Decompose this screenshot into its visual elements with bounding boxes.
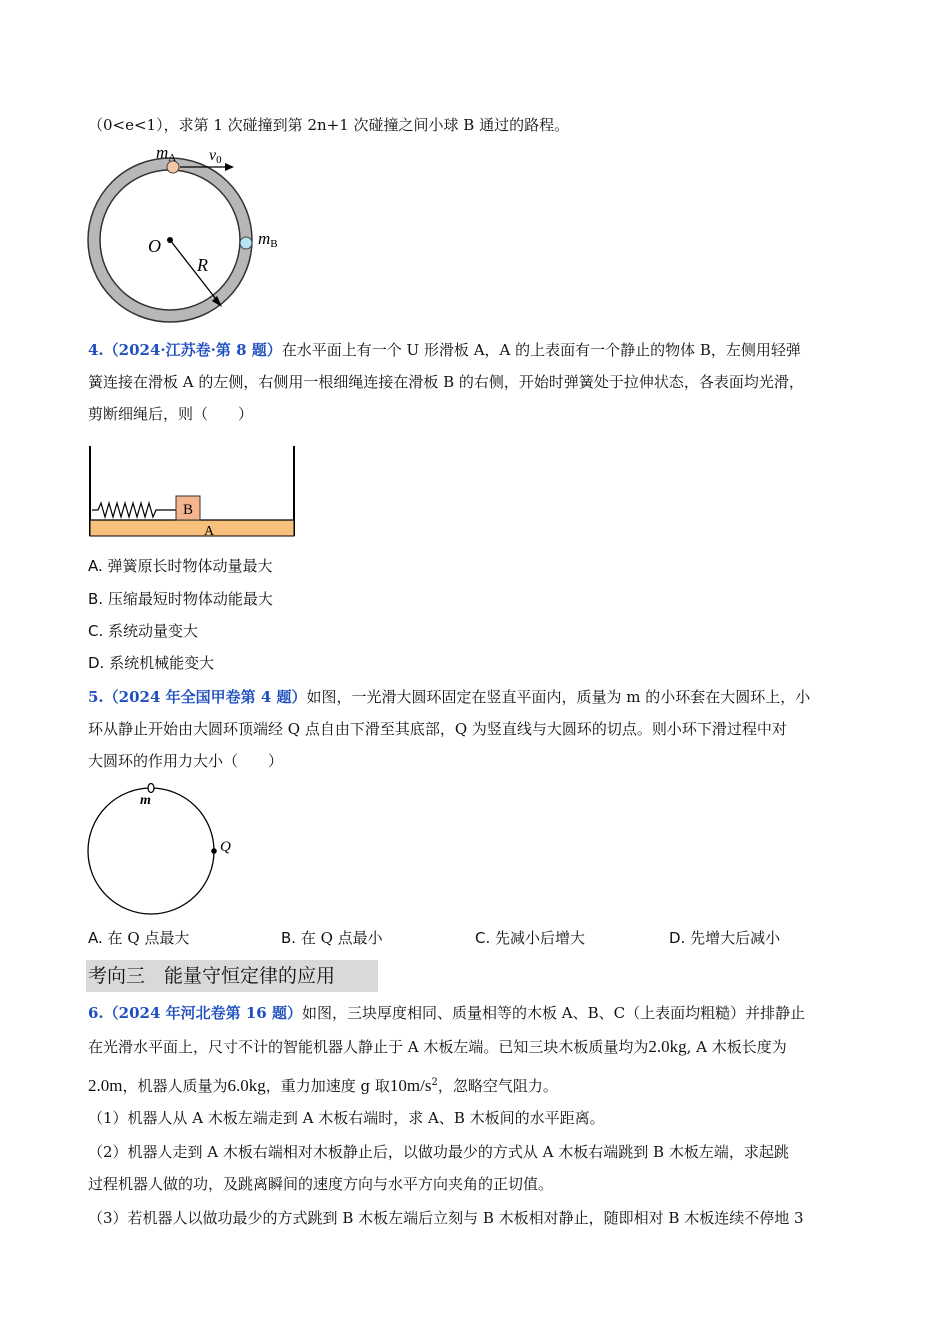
ring-track-figure	[86, 140, 296, 330]
point-Q	[211, 848, 217, 854]
q5-line1: 5.（2024 年全国甲卷第 4 题）如图，一光滑大圆环固定在竖直平面内，质量为 m 的小环套在大圆环上，小	[88, 688, 811, 706]
big-ring-figure	[86, 784, 256, 924]
label-O: O	[148, 236, 161, 256]
q6-part3-line1: （3）若机器人以做功最少的方式跳到 B 木板左端后立刻与 B 木板相对静止，随即相对 B 木板连续不停地 3	[88, 1209, 804, 1227]
big-ring	[88, 788, 214, 914]
q5-option-c[interactable]: C. 先减小后增大	[475, 929, 586, 947]
spring	[92, 503, 176, 517]
q4-line1: 4.（2024·江苏卷·第 8 题）在水平面上有一个 U 形滑板 A，A 的上表面有一个静止的物体 B，左侧用轻弹	[88, 341, 801, 359]
block-B-label: B	[182, 502, 194, 518]
ball-B	[240, 237, 252, 249]
label-mB: mB	[258, 229, 278, 250]
q6-part2-line2: 过程机器人做的功，及跳离瞬间的速度方向与水平方向夹角的正切值。	[88, 1175, 554, 1193]
intro-text: （0<e<1），求第 1 次碰撞到第 2n+1 次碰撞之间小球 B 通过的路程。	[88, 116, 570, 134]
q5-line3: 大圆环的作用力大小（ ）	[88, 752, 284, 770]
q4-line2: 簧连接在滑板 A 的左侧，右侧用一根细绳连接在滑板 B 的右侧，开始时弹簧处于拉伸状态，各表面均光滑，	[88, 373, 804, 391]
q6-part1: （1）机器人从 A 木板左端走到 A 木板右端时，求 A、B 木板间的水平距离。	[88, 1109, 605, 1127]
q4-option-c[interactable]: C. 系统动量变大	[88, 622, 199, 640]
section-title: 考向三 能量守恒定律的应用	[86, 960, 378, 992]
q5-option-d[interactable]: D. 先增大后减小	[669, 929, 781, 947]
q5-option-b[interactable]: B. 在 Q 点最小	[281, 929, 383, 947]
velocity-arrowhead	[225, 163, 234, 171]
q4-option-a[interactable]: A. 弹簧原长时物体动量最大	[88, 557, 273, 575]
q6-line2: 在光滑水平面上，尺寸不计的智能机器人静止于 A 木板左端。已知三块木板质量均为2.0kg, A 木板长度为	[88, 1037, 787, 1056]
label-mA: mA	[156, 143, 177, 164]
q6-line3: 2.0m，机器人质量为6.0kg，重力加速度 g 取$10m/s^2$，忽略空气阻力。	[88, 1076, 558, 1095]
u-board-figure	[88, 444, 300, 538]
label-R: R	[197, 255, 208, 275]
label-v0: v0	[209, 147, 222, 166]
q4-option-d[interactable]: D. 系统机械能变大	[88, 654, 215, 672]
q5-line2: 环从静止开始由大圆环顶端经 Q 点自由下滑至其底部，Q 为竖直线与大圆环的切点。则小环下滑过程中对	[88, 720, 787, 738]
q4-line3: 剪断细绳后，则（ ）	[88, 405, 254, 423]
q6-line1: 6.（2024 年河北卷第 16 题）如图，三块厚度相同、质量相等的木板 A、B、C（上表面均粗糙）并排静止	[88, 1004, 806, 1022]
q6-part2-line1: （2）机器人走到 A 木板右端相对木板静止后，以做功最少的方式从 A 木板右端跳到 B 木板左端，求起跳	[88, 1143, 789, 1161]
board-A-label: A	[203, 524, 215, 539]
q5-option-a[interactable]: A. 在 Q 点最大	[88, 929, 190, 947]
label-m: m	[140, 793, 151, 808]
q4-option-b[interactable]: B. 压缩最短时物体动能最大	[88, 590, 273, 608]
small-ring-m	[148, 784, 154, 793]
label-Q: Q	[220, 839, 231, 855]
board-A	[90, 520, 294, 536]
